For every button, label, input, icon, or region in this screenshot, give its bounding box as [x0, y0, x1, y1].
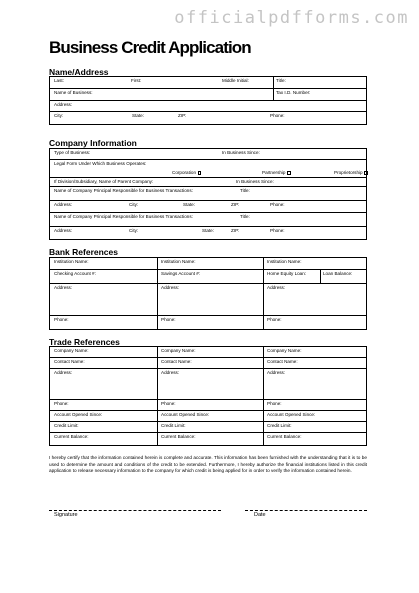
in-business-since-field[interactable]: In Business Since:	[222, 150, 260, 155]
bank1-institution-field[interactable]: Institution Name:	[54, 259, 89, 264]
principal2-name-field[interactable]: Name of Company Principal Responsible for Business Transactions:	[54, 214, 193, 219]
certification-text: I hereby certify that the information contained herein is complete and accurate. This information has been furnished with the understanding that it is to be used to determine the amount and conditions of the credit to be extended. Furthermore, I hereby authorize the financial institutions listed in this credit application to release necessary information to the company for which credit is being applied for in order to verify the information contained herein.	[49, 455, 367, 474]
principal2-city-field[interactable]: City:	[129, 228, 139, 233]
partnership-checkbox[interactable]	[287, 171, 291, 175]
trade1-opened-field[interactable]: Account Opened Since:	[54, 412, 103, 417]
principal2-row[interactable]	[50, 213, 366, 227]
principal-zip-field[interactable]: ZIP:	[231, 202, 240, 207]
trade2-balance-field[interactable]: Current Balance:	[161, 434, 196, 439]
trade1-limit-field[interactable]: Credit Limit:	[54, 423, 79, 428]
company-box	[49, 148, 367, 240]
bank3-institution-field[interactable]: Institution Name:	[267, 259, 302, 264]
city-field[interactable]: City:	[54, 113, 64, 118]
business-name-row[interactable]	[50, 89, 366, 101]
tax-id-field[interactable]: Tax I.D. Number:	[276, 90, 311, 95]
proprietorship-checkbox[interactable]	[364, 171, 368, 175]
name-address-box	[49, 76, 367, 125]
parent-company-field[interactable]: If Division/Subsidiary, Name of Parent Company:	[54, 179, 154, 184]
legal-form-label: Legal Form Under Which Business Operates:	[54, 161, 147, 166]
section-heading-trade: Trade References	[49, 337, 120, 347]
business-type-field[interactable]: Type of Business:	[54, 150, 91, 155]
address-row[interactable]	[50, 101, 366, 112]
bank2-institution-field[interactable]: Institution Name:	[161, 259, 196, 264]
corporation-checkbox[interactable]	[198, 171, 202, 175]
date-line[interactable]	[245, 510, 367, 511]
trade3-opened-field[interactable]: Account Opened Since:	[267, 412, 316, 417]
bank3-phone-field[interactable]: Phone:	[267, 317, 282, 322]
trade2-opened-field[interactable]: Account Opened Since:	[161, 412, 210, 417]
bank-institution-row[interactable]	[50, 258, 366, 270]
trade2-limit-field[interactable]: Credit Limit:	[161, 423, 186, 428]
first-name-field[interactable]: First:	[131, 78, 142, 83]
corporation-option[interactable]	[172, 170, 201, 175]
trade3-address-field[interactable]: Address:	[267, 370, 286, 375]
principal-phone-field[interactable]: Phone:	[270, 202, 285, 207]
trade2-address-field[interactable]: Address:	[161, 370, 180, 375]
zip-field[interactable]: ZIP:	[178, 113, 187, 118]
title-field[interactable]: Title:	[276, 78, 286, 83]
section-heading-bank: Bank References	[49, 247, 118, 257]
business-name-field[interactable]: Name of Business:	[54, 90, 93, 95]
name-row[interactable]	[50, 77, 366, 89]
address-field[interactable]: Address:	[54, 102, 73, 107]
section-heading-company: Company Information	[49, 138, 137, 148]
state-field[interactable]: State:	[132, 113, 145, 118]
trade3-balance-field[interactable]: Current Balance:	[267, 434, 302, 439]
checking-account-field[interactable]: Checking Account #:	[54, 271, 96, 276]
trade-opened-row[interactable]	[50, 411, 366, 422]
principal-row[interactable]	[50, 187, 366, 201]
savings-account-field[interactable]: Savings Account #:	[161, 271, 201, 276]
principal2-state-field[interactable]: State:	[202, 228, 215, 233]
signature-label: Signature	[54, 512, 78, 518]
type-row[interactable]	[50, 149, 366, 160]
principal-city-field[interactable]: City:	[129, 202, 139, 207]
trade-box	[49, 346, 367, 446]
bank-box	[49, 257, 367, 330]
proprietorship-label: Proprietorship	[334, 170, 363, 175]
bank-phone-row[interactable]	[50, 316, 366, 328]
trade2-contact-field[interactable]: Contact Name:	[161, 359, 192, 364]
principal-state-field[interactable]: State:	[183, 202, 196, 207]
bank1-phone-field[interactable]: Phone:	[54, 317, 69, 322]
trade3-phone-field[interactable]: Phone:	[267, 401, 282, 406]
section-heading-name-address: Name/Address	[49, 67, 109, 77]
principal2-phone-field[interactable]: Phone:	[270, 228, 285, 233]
principal-address-row[interactable]	[50, 201, 366, 213]
trade1-contact-field[interactable]: Contact Name:	[54, 359, 85, 364]
partnership-label: Partnership	[262, 170, 286, 175]
bank3-address-field[interactable]: Address:	[267, 285, 286, 290]
bank-address-row[interactable]	[50, 284, 366, 316]
trade-contact-row[interactable]	[50, 358, 366, 369]
trade2-company-field[interactable]: Company Name:	[161, 348, 196, 353]
date-label: Date	[254, 512, 266, 518]
home-equity-field[interactable]: Home Equity Loan:	[267, 271, 307, 276]
trade-phone-row[interactable]	[50, 400, 366, 411]
principal2-address-field[interactable]: Address:	[54, 228, 73, 233]
phone-field[interactable]: Phone:	[270, 113, 285, 118]
loan-balance-field[interactable]: Loan Balance:	[323, 271, 353, 276]
principal2-zip-field[interactable]: ZIP:	[231, 228, 240, 233]
principal-address-field[interactable]: Address:	[54, 202, 73, 207]
legal-form-row	[50, 160, 366, 178]
middle-initial-field[interactable]: Middle Initial:	[222, 78, 249, 83]
principal2-address-row[interactable]	[50, 227, 366, 239]
partnership-option[interactable]	[262, 170, 291, 175]
bank2-phone-field[interactable]: Phone:	[161, 317, 176, 322]
trade-limit-row[interactable]	[50, 422, 366, 433]
bank-account-row[interactable]	[50, 270, 366, 284]
trade3-limit-field[interactable]: Credit Limit:	[267, 423, 292, 428]
trade-balance-row[interactable]	[50, 433, 366, 444]
last-name-field[interactable]: Last:	[54, 78, 64, 83]
bank1-address-field[interactable]: Address:	[54, 285, 73, 290]
bank2-address-field[interactable]: Address:	[161, 285, 180, 290]
trade-company-row[interactable]	[50, 347, 366, 358]
parent-since-field[interactable]: In Business Since:	[236, 179, 274, 184]
page-title: Business Credit Application	[49, 38, 251, 57]
corporation-label: Corporation	[172, 170, 197, 175]
trade1-phone-field[interactable]: Phone:	[54, 401, 69, 406]
principal-title-field[interactable]: Title:	[240, 188, 250, 193]
principal2-title-field[interactable]: Title:	[240, 214, 250, 219]
city-row[interactable]	[50, 112, 366, 124]
trade1-address-field[interactable]: Address:	[54, 370, 73, 375]
watermark: officialpdfforms.com	[174, 8, 409, 28]
trade2-phone-field[interactable]: Phone:	[161, 401, 176, 406]
trade-address-row[interactable]	[50, 369, 366, 400]
division-row[interactable]	[50, 178, 366, 187]
principal-name-field[interactable]: Name of Company Principal Responsible for Business Transactions:	[54, 188, 193, 193]
signature-line[interactable]	[49, 510, 221, 511]
trade3-company-field[interactable]: Company Name:	[267, 348, 302, 353]
proprietorship-option[interactable]	[334, 170, 368, 175]
trade3-contact-field[interactable]: Contact Name:	[267, 359, 298, 364]
trade1-company-field[interactable]: Company Name:	[54, 348, 89, 353]
trade1-balance-field[interactable]: Current Balance:	[54, 434, 89, 439]
